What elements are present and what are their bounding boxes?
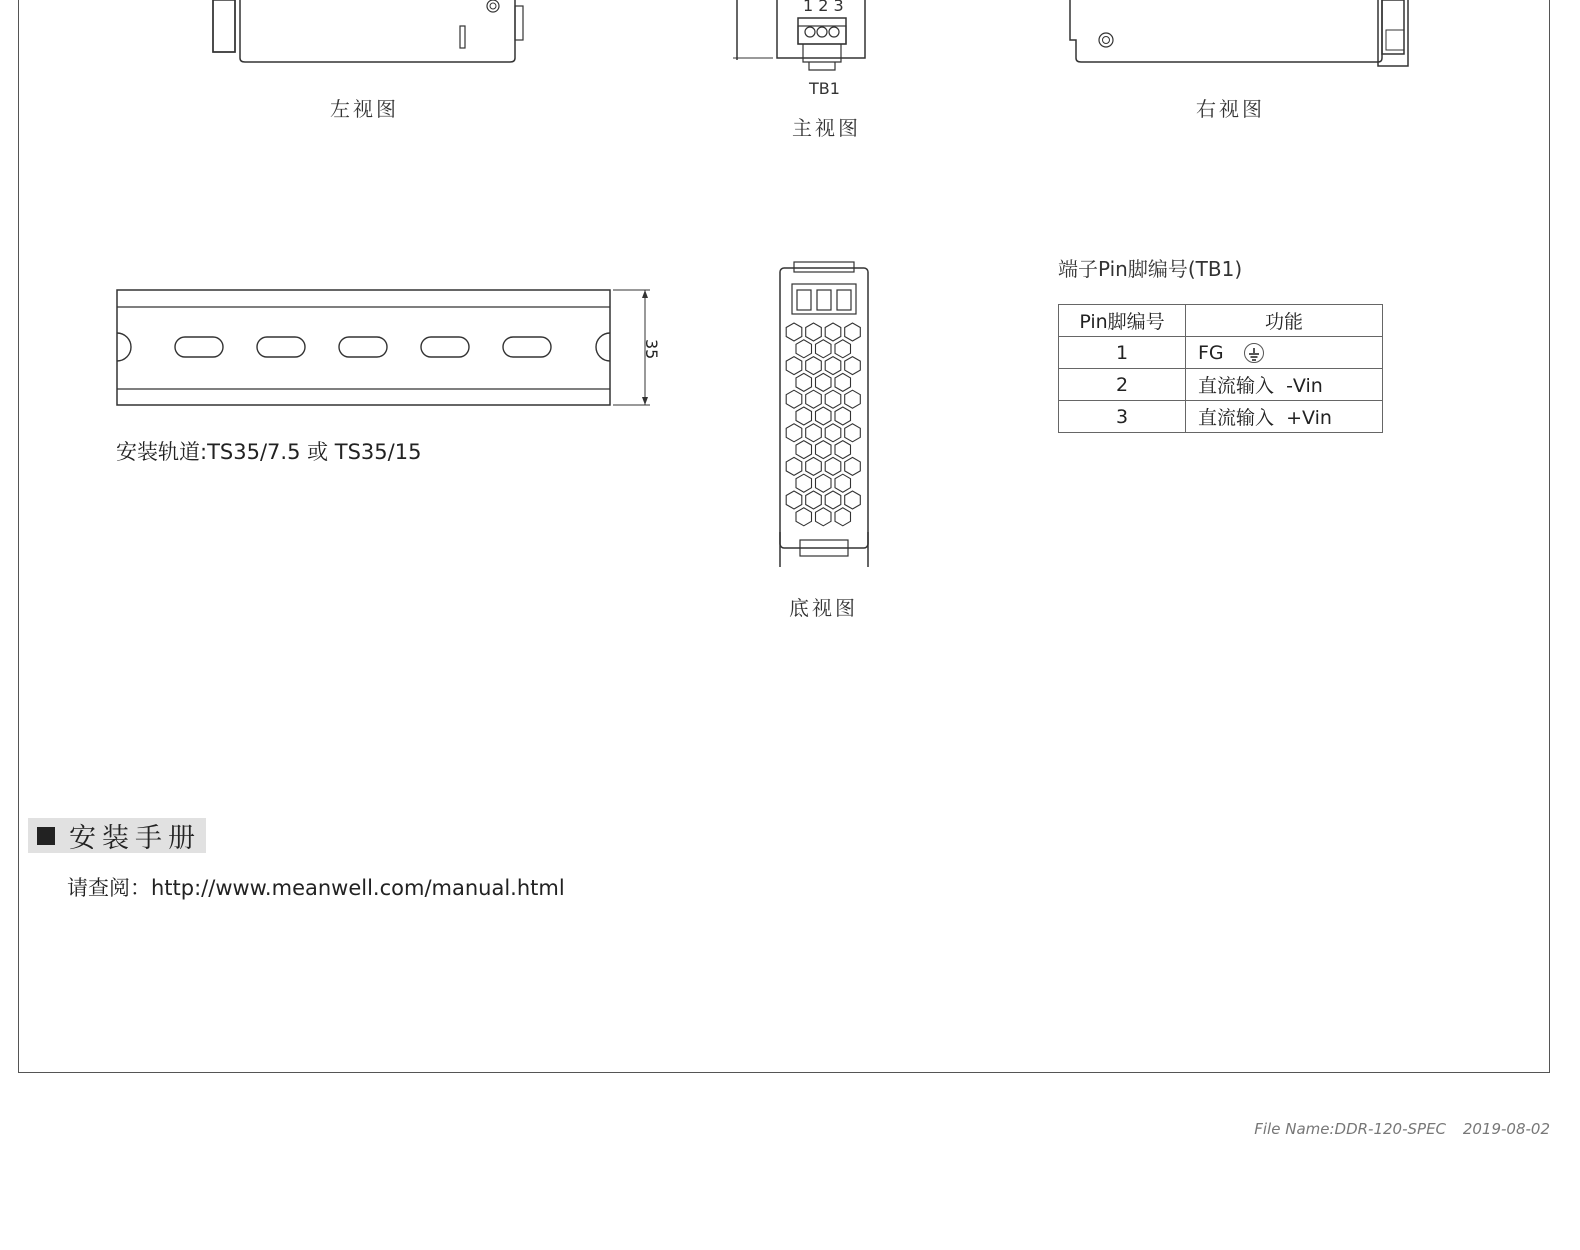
pin-function-text: FG <box>1198 341 1224 364</box>
vent-hole <box>835 373 851 391</box>
vent-hole <box>786 357 802 375</box>
ground-icon <box>1244 343 1264 363</box>
vent-hole <box>825 390 841 408</box>
footer <box>1254 1120 1550 1138</box>
vent-hole <box>825 457 841 475</box>
vent-hole <box>806 357 822 375</box>
vent-hole <box>786 491 802 509</box>
vent-hole <box>806 491 822 509</box>
vent-hole <box>845 390 861 408</box>
vent-hole <box>806 323 822 341</box>
pin-number: 3 <box>1059 401 1186 433</box>
rail-caption: 安装轨道:TS35/7.5 或 TS35/15 <box>116 440 422 464</box>
section-title: 安装手册 <box>69 823 201 854</box>
vent-hole <box>796 474 812 492</box>
square-bullet-icon <box>37 827 55 845</box>
vent-hole <box>835 441 851 459</box>
vent-hole <box>796 441 812 459</box>
right-view-label: 右视图 <box>1196 97 1265 121</box>
vent-hole <box>816 407 832 425</box>
vent-hole <box>825 357 841 375</box>
pin-table-header-row <box>1059 305 1383 337</box>
rail-dimension-label: 35 <box>642 339 661 360</box>
vent-hole <box>816 441 832 459</box>
manual-link[interactable]: 请查阅：http://www.meanwell.com/manual.html <box>67 876 565 900</box>
vent-hole <box>835 508 851 526</box>
vent-hole <box>845 491 861 509</box>
din-rail-drawing <box>115 285 675 415</box>
document-date: 2019-08-02 <box>1462 1120 1550 1138</box>
table-row <box>1059 369 1383 401</box>
pin-number: 1 <box>1059 337 1186 369</box>
pin-table-title: 端子Pin脚编号(TB1) <box>1058 257 1243 281</box>
pin-number: 2 <box>1059 369 1186 401</box>
vent-hole <box>786 323 802 341</box>
vent-hole <box>816 508 832 526</box>
vent-hole <box>845 457 861 475</box>
vent-hole <box>796 407 812 425</box>
pin-table <box>1058 304 1383 433</box>
right-view-drawing <box>1060 0 1420 75</box>
vent-hole <box>806 457 822 475</box>
vent-hole <box>816 474 832 492</box>
vent-hole <box>825 424 841 442</box>
vent-hole <box>825 323 841 341</box>
vent-hole <box>845 357 861 375</box>
terminal-pin-numbers: 1 2 3 <box>803 0 844 15</box>
pin-function: 直流输入 -Vin <box>1186 369 1383 401</box>
vent-hole <box>806 424 822 442</box>
vent-hole <box>786 424 802 442</box>
vent-hole <box>796 508 812 526</box>
vent-hole <box>816 373 832 391</box>
function-column-header: 功能 <box>1186 305 1383 337</box>
table-row <box>1059 337 1383 369</box>
vent-hole <box>845 424 861 442</box>
vent-hole <box>786 390 802 408</box>
vent-hole <box>806 390 822 408</box>
vent-hole <box>845 323 861 341</box>
bottom-view-label: 底视图 <box>789 596 858 620</box>
vent-hole <box>796 373 812 391</box>
vent-hole <box>816 340 832 358</box>
front-view-label: 主视图 <box>792 116 861 140</box>
installation-section-heading <box>28 818 206 853</box>
left-view-label: 左视图 <box>330 97 399 121</box>
pin-function <box>1186 337 1383 369</box>
bottom-view-drawing <box>770 262 875 572</box>
vent-hole <box>835 407 851 425</box>
left-view-drawing <box>205 0 535 70</box>
vent-hole <box>786 457 802 475</box>
vent-hole <box>825 491 841 509</box>
vent-hole <box>796 340 812 358</box>
vent-hole <box>835 474 851 492</box>
pin-function: 直流输入 +Vin <box>1186 401 1383 433</box>
table-row <box>1059 401 1383 433</box>
terminal-label: TB1 <box>809 79 840 98</box>
vent-hole <box>835 340 851 358</box>
pin-column-header: Pin脚编号 <box>1059 305 1186 337</box>
file-name: File Name:DDR-120-SPEC <box>1254 1120 1447 1138</box>
